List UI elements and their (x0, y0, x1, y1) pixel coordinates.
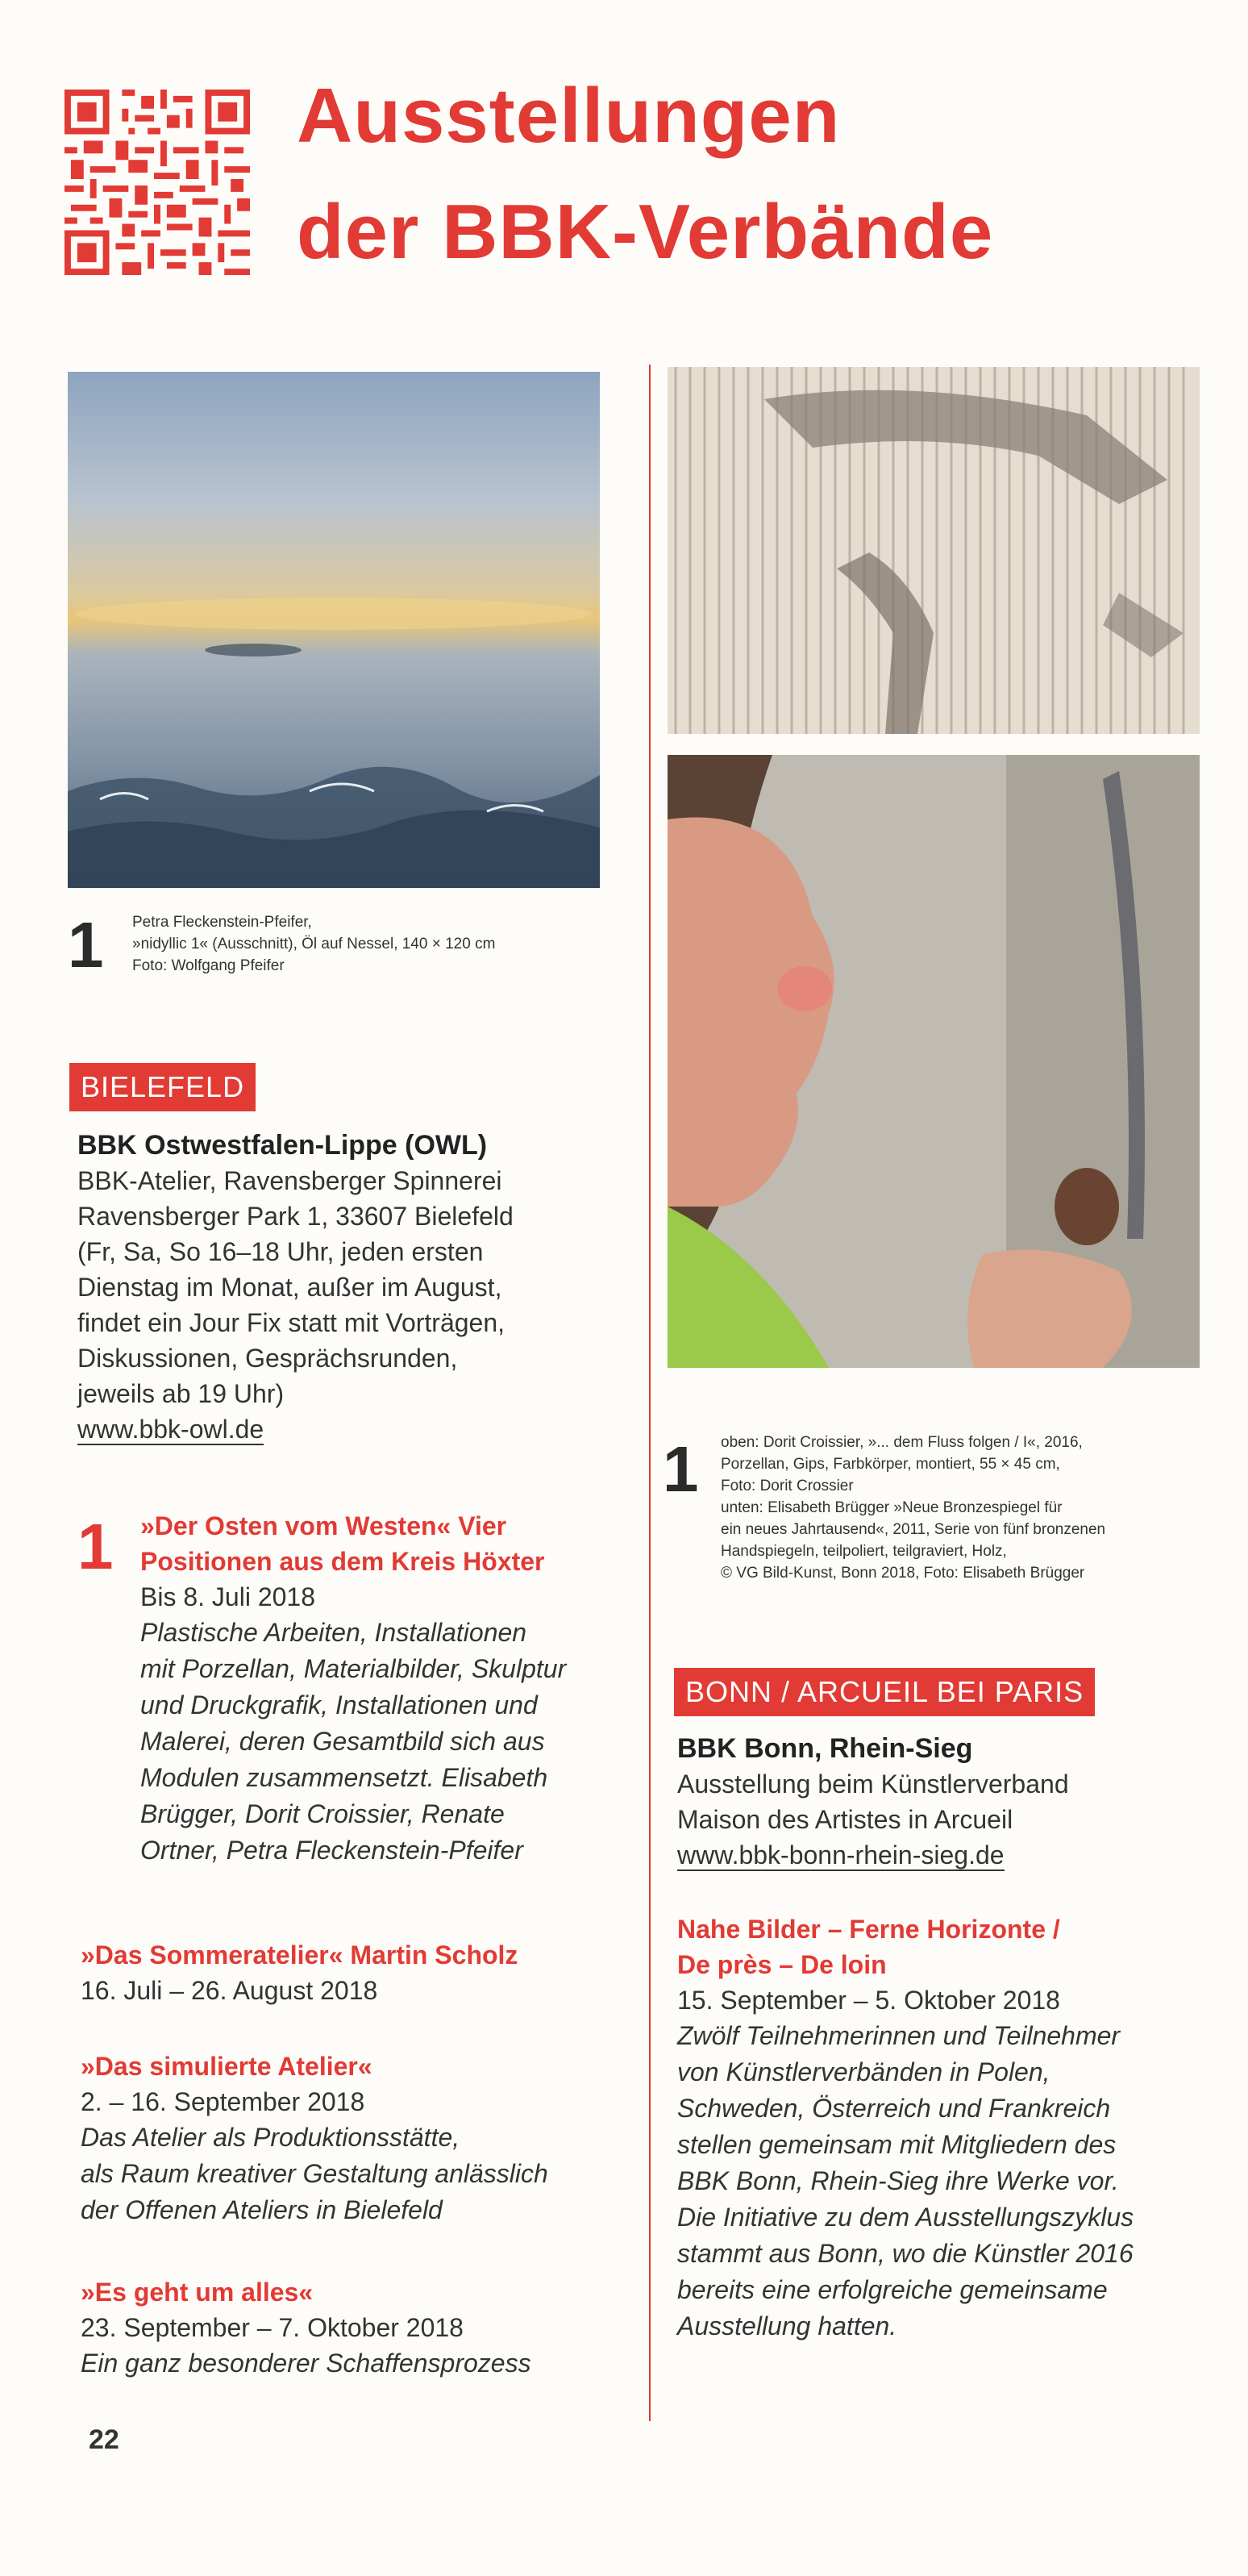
photo2-caption (721, 1432, 1105, 1584)
column-divider (649, 365, 651, 2421)
event-das-simulierte-atelier (81, 2049, 548, 2228)
event-description: von Künstlerverbänden in Polen, (677, 2057, 1050, 2086)
event-description: Brügger, Dorit Croissier, Renate (140, 1799, 505, 1828)
event-description: bereits eine erfolgreiche gemeinsame (677, 2275, 1108, 2304)
address-line: Dienstag im Monat, außer im August, (77, 1273, 502, 1302)
caption-line: Petra Fleckenstein-Pfeifer, (132, 914, 312, 931)
caption-line: © VG Bild-Kunst, Bonn 2018, Foto: Elisabeth Brügger (721, 1565, 1085, 1582)
sea-painting-image (68, 372, 600, 888)
address-line: BBK-Atelier, Ravensberger Spinnerei (77, 1166, 502, 1195)
address-line: jeweils ab 19 Uhr) (77, 1379, 285, 1408)
event-description: Plastische Arbeiten, Installationen (140, 1618, 527, 1647)
photo2-number: 1 (663, 1433, 699, 1505)
region-tag-bonn-arcueil: BONN / ARCUEIL BEI PARIS (674, 1668, 1095, 1716)
event-title: Positionen aus dem Kreis Höxter (140, 1547, 545, 1576)
address-line: Ravensberger Park 1, 33607 Bielefeld (77, 1202, 514, 1231)
event-description: Modulen zusammensetzt. Elisabeth (140, 1763, 548, 1792)
caption-line: Porzellan, Gips, Farbkörper, montiert, 55 × 45 cm, (721, 1456, 1060, 1473)
photo1-caption (132, 911, 495, 977)
address-line: Maison des Artistes in Arcueil (677, 1805, 1013, 1834)
website-link-bbk-bonn[interactable]: www.bbk-bonn-rhein-sieg.de (677, 1840, 1005, 1869)
porcelain-relief-image (668, 367, 1200, 734)
event-description: Das Atelier als Produktionsstätte, (81, 2123, 460, 2152)
page-title-line-1: Ausstellungen (297, 73, 841, 159)
bonn-venue (677, 1731, 1069, 1873)
event-es-geht-um-alles (81, 2274, 531, 2382)
address-line: Ausstellung beim Künstlerverband (677, 1769, 1069, 1799)
website-link-bbk-owl[interactable]: www.bbk-owl.de (77, 1415, 264, 1444)
event-description: Ein ganz besonderer Schaffensprozess (81, 2349, 531, 2378)
event-title: De près – De loin (677, 1950, 887, 1979)
event-date: 23. September – 7. Oktober 2018 (81, 2313, 464, 2342)
event-description: stellen gemeinsam mit Mitgliedern des (677, 2130, 1117, 2159)
caption-line: Foto: Wolfgang Pfeifer (132, 957, 285, 974)
page-title-line-2: der BBK-Verbände (297, 189, 994, 275)
caption-line: Handspiegeln, teilpoliert, teilgraviert, Holz, (721, 1543, 1007, 1560)
bronze-mirror-image (668, 755, 1200, 1368)
qr-code[interactable] (64, 89, 250, 276)
event-das-sommeratelier (81, 1937, 518, 2008)
event-description: Zwölf Teilnehmerinnen und Teilnehmer (677, 2021, 1121, 2050)
event-description: als Raum kreativer Gestaltung anlässlich (81, 2159, 548, 2188)
event-description: der Offenen Ateliers in Bielefeld (81, 2195, 443, 2224)
caption-line: oben: Dorit Croissier, »... dem Fluss folgen / I«, 2016, (721, 1434, 1083, 1451)
event-description: Schweden, Österreich und Frankreich (677, 2094, 1111, 2123)
event-title: »Das Sommeratelier« Martin Scholz (81, 1940, 518, 1970)
qr-code-icon (64, 89, 250, 276)
event-date: 15. September – 5. Oktober 2018 (677, 1986, 1060, 2015)
page-number: 22 (89, 2424, 119, 2455)
event-date: 16. Juli – 26. August 2018 (81, 1976, 378, 2005)
event-der-osten-vom-westen (140, 1508, 566, 1869)
address-line: (Fr, Sa, So 16–18 Uhr, jeden ersten (77, 1237, 484, 1266)
address-line: Diskussionen, Gesprächsrunden, (77, 1344, 458, 1373)
caption-line: »nidyllic 1« (Ausschnitt), Öl auf Nessel, 140 × 120 cm (132, 936, 496, 952)
event-title: »Es geht um alles« (81, 2278, 314, 2307)
event-date: Bis 8. Juli 2018 (140, 1582, 316, 1611)
venue-name: BBK Ostwestfalen-Lippe (OWL) (77, 1130, 488, 1161)
event-title: »Das simulierte Atelier« (81, 2052, 372, 2081)
event-number: 1 (77, 1511, 114, 1582)
event-nahe-bilder-ferne-horizonte (677, 1911, 1134, 2345)
event-description: Malerei, deren Gesamtbild sich aus (140, 1727, 545, 1756)
event-description: Ortner, Petra Fleckenstein-Pfeifer (140, 1836, 523, 1865)
event-date: 2. – 16. September 2018 (81, 2087, 365, 2116)
event-description: Ausstellung hatten. (677, 2311, 897, 2340)
event-description: Die Initiative zu dem Ausstellungszyklus (677, 2203, 1134, 2232)
caption-line: unten: Elisabeth Brügger »Neue Bronzespiegel für (721, 1499, 1063, 1516)
photo1-number: 1 (68, 909, 104, 981)
event-description: BBK Bonn, Rhein-Sieg ihre Werke vor. (677, 2166, 1119, 2195)
caption-line: Foto: Dorit Crossier (721, 1478, 854, 1494)
event-description: stammt aus Bonn, wo die Künstler 2016 (677, 2239, 1134, 2268)
address-line: findet ein Jour Fix statt mit Vorträgen, (77, 1308, 505, 1337)
event-description: und Druckgrafik, Installationen und (140, 1690, 538, 1719)
venue-name: BBK Bonn, Rhein-Sieg (677, 1733, 973, 1764)
event-title: Nahe Bilder – Ferne Horizonte / (677, 1915, 1060, 1944)
bielefeld-venue (77, 1128, 514, 1447)
event-title: »Der Osten vom Westen« Vier (140, 1511, 507, 1540)
region-tag-bielefeld: BIELEFELD (69, 1063, 256, 1111)
event-description: mit Porzellan, Materialbilder, Skulptur (140, 1654, 567, 1683)
caption-line: ein neues Jahrtausend«, 2011, Serie von fünf bronzenen (721, 1521, 1106, 1538)
